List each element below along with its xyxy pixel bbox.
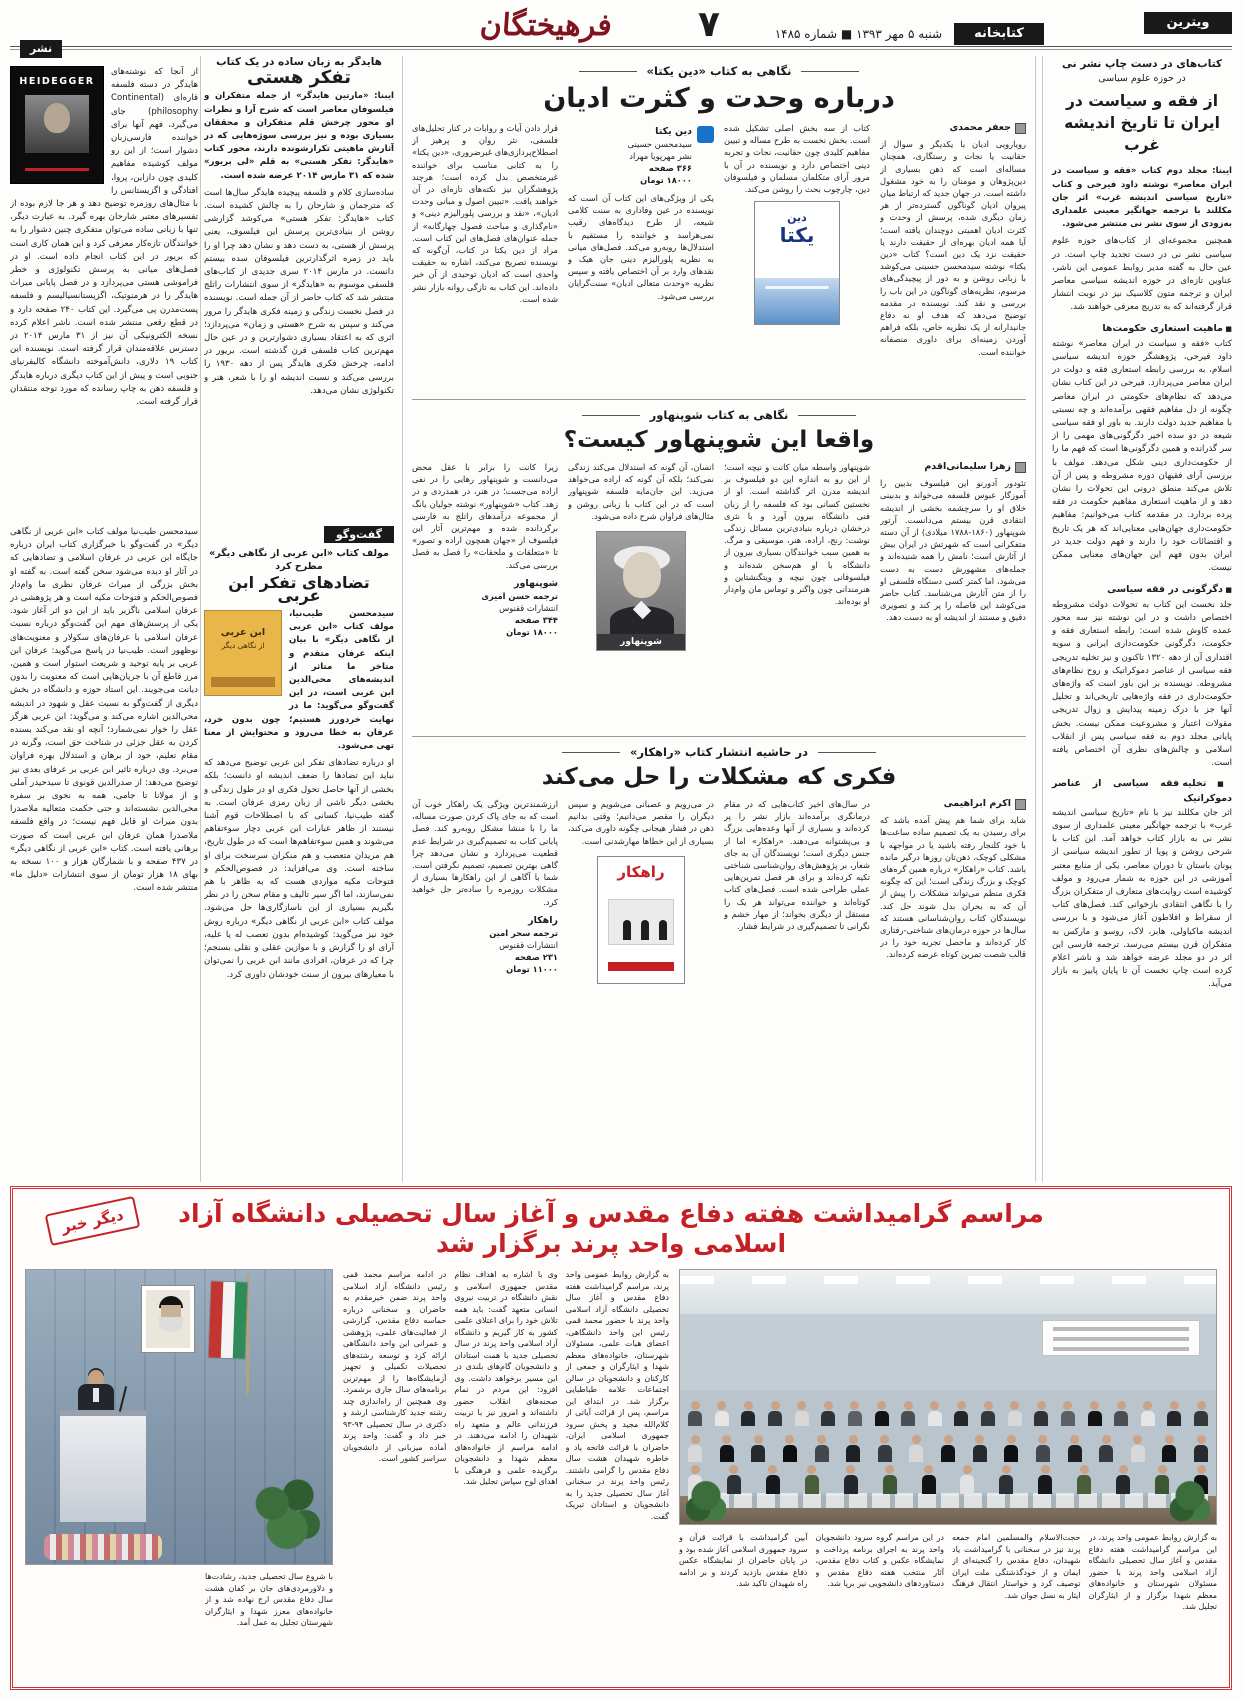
nashr-kicker: هایدگر به زبان ساده در یک کتاب xyxy=(216,56,382,68)
newspaper-logo: فرهیختگان xyxy=(478,8,614,43)
body-text: زیرا کانت را برابر با عقل محض می‌دانست و شوپنهاور رهایی را در نفی اراده می‌جست؛ در هنر، در همدردی و در زهد. کتاب «شوپنهاور» نوشته جولیان یانگ از مجموعه درآمدهای راتلج به فارسی برگردانده شده و مهم‌ترین آثار این فیلسوف از «جهان همچون اراده و تصور» تا «متعلقات و ملحقات» را فصل به فصل بررسی می‌کند. xyxy=(412,462,558,570)
cover-figure xyxy=(659,920,667,940)
portrait-face xyxy=(623,552,661,598)
body-text: شاید برای شما هم پیش آمده باشد که برای رسیدن به یک تصمیم ساده ساعت‌ها با خود کلنجار رفته باشید یا در مواجهه با مشکلی کوچک، ذهن‌تان روزها درگیر مانده باشد. کتاب «راهکار» درباره همین گره‌های کوچک و بزرگ زندگی است؛ این که چگونه فکری منظم می‌تواند مشکلات را پیش از آن که به بحران بدل شوند حل کند. نویسندگان کتاب روان‌شناسانی هستند که سال‌ها در حوزه درمان‌های شناختی-رفتاری کار کرده‌اند و ماحصل تجربه خود را در قالب شصت تمرین کوتاه عرضه کرده‌اند. xyxy=(880,815,1026,960)
book-info xyxy=(412,915,558,975)
body-text: او درباره تضادهای تفکر ابن عربی توضیح می‌دهد که نباید این تضادها را ضعف اندیشه او دانست؛ بلکه بخشی از آنها حاصل تحول فکری او در طول زندگی و بخشی دیگر ناشی از زبان رمزی عرفان است. به گفته طیب‌نیا، کسانی که با اصطلاحات قوم آشنا نیستند از ظاهر عبارات ابن عربی دچار سوءتفاهم می‌شوند و همین سوءتفاهم‌ها است که در طول تاریخ، هم مریدان متعصب و هم منکران سرسخت برای او ساخته است. وی می‌افزاید: در فصوص‌الحکم و فتوحات مکیه مواردی هست که به ظاهر با هم نمی‌سازند، اما اگر سیر تالیف و مقام سخن را در نظر بگیریم بسیاری از این ناسازگاری‌ها حل می‌شود. مولف کتاب «ابن عربی از نگاهی دیگر» درباره روش خود نیز می‌گوید: کوشیده‌ام بدون تعصب له یا علیه، آرای او را گزارش و با موازین عقلی و نقلی بسنجم؛ چرا که در عرفان، افرادی مانند ابن عربی را نمی‌توان با معیارهای بیرون از سنت خودشان داوری کرد. xyxy=(204,758,394,980)
publisher-logo-icon xyxy=(697,126,714,143)
section-tab-nashr: نشر xyxy=(20,40,62,58)
body-text: از آنجا که نوشته‌های هایدگر در دسته فلسفه قاره‌ای (Continental philosophy) جای می‌گیرد، فهم آنها برای خواننده فارسی‌زبان دشوار است؛ از این رو مولف کوشیده مفاهیم کلیدی چون دازاین، پروا، افتادگی و اگزیستانس را با مثال‌های روزمره توضیح دهد و هر جا لازم بوده از تفسیرهای معتبر شارحان بهره گیرد. به عبارت دیگر، تنها با زبانی ساده می‌توان متفکری چنین دشوار را به خوانندگان تازه‌کار معرفی کرد و این همان کاری است که بریور در این کتاب انجام داده است. او در فصل‌های میانی به پرسش تکنولوژی و خطر فراموشی هستی می‌پردازد و در فصل پایانی میراث هایدگر را در هرمنوتیک، اگزیستانسیالیسم و فلسفه پست‌مدرن پی می‌گیرد. این کتاب ۲۴۰ صفحه دارد و در قطع رقعی منتشر شده است. ناشر اعلام کرده نسخه الکترونیکی آن نیز از ۳۱ مارس ۲۰۱۴ در دسترس علاقه‌مندان قرار گرفته است. نویسنده این کتاب ۱۹ دلاری، دانش‌آموخته دانشگاه کالیفرنیای جنوبی است و پیش از این کتاب دیگری درباره هایدگر و فلسفه ذهن به چاپ رسانده که مورد توجه منتقدان قرار گرفته است. xyxy=(10,67,198,408)
section-tab-ketabkhane: کتابخانه xyxy=(954,23,1044,45)
news-stamp: دیگر خبر xyxy=(45,1196,141,1246)
book-pages: ۳۴۴ صفحه xyxy=(514,614,558,625)
book-info xyxy=(412,578,558,638)
body-text: به گزارش روابط عمومی واحد پرند، مراسم گرامیداشت هفته دفاع مقدس و آغاز سال تحصیلی دانشگاه آزاد اسلامی واحد پرند با حضور محمد قمی رئیس این واحد دانشگاهی، اعضای هیات علمی، مسئولان شهرستان، خانواده‌های معظم شهدا و ایثارگران و جمعی از کارکنان و دانشجویان در سالن اجتماعات علامه طباطبایی برگزار شد. در ابتدای این مراسم، پس از قرائت آیاتی از کلام‌الله مجید و پخش سرود جمهوری اسلامی ایران، حاضران با قرائت فاتحه یاد و خاطره شهیدان هشت سال دفاع مقدس را گرامی داشتند. رئیس واحد پرند در سخنانی آغاز سال تحصیلی جدید را به دانشجویان و استادان تبریک گفت. xyxy=(565,1270,669,1521)
book-cover-schopenhauer xyxy=(596,531,686,651)
banner-left-block xyxy=(25,1269,333,1691)
cover-art xyxy=(755,278,839,324)
photo-plant xyxy=(1170,1478,1210,1522)
body-text: وی با اشاره به اهداف نظام مقدس جمهوری اسلامی و نقش دانشگاه در تربیت نیروی انسانی متعهد گفت: باید همه تلاش خود را برای اعتلای علمی کشور به کار گیریم و دانشگاه آزاد اسلامی واحد پرند در سال تحصیلی جدید با همت استادان و دانشجویان گام‌های بلندی در این مسیر برخواهد داشت. وی افزود: این مردم در تمام صحنه‌های انقلاب حضور داشته‌اند و امروز نیز با تربیت فرزندانی عالم و متعهد راه شهیدان را ادامه می‌دهند. در ادامه مراسم از خانواده‌های معظم شهدا و دانشجویان برگزیده علمی و فرهنگی با اهدای لوح سپاس تجلیل شد. xyxy=(454,1270,558,1486)
vitrine-kicker: کتاب‌های در دست چاپ نشر نی xyxy=(1061,58,1223,70)
body-text: یکی از ویژگی‌های این کتاب آن است که نویسنده در عین وفاداری به سنت کلامی شیعه، از طرح دیدگاه‌های رقیب نمی‌هراسد و خواننده را مستقیم با استدلال‌ها روبه‌رو می‌کند. فصل‌های میانی به نظریه پلورالیزم دینی جان هیک و نقدهای وارد بر آن اختصاص یافته و سپس نظریه «وحدت متعالی ادیان» سنت‌گرایان بررسی می‌شود. xyxy=(568,193,714,301)
cover-title: راهکار xyxy=(617,862,665,881)
cover-art xyxy=(211,677,275,687)
body-text: ساده‌سازی کلام و فلسفه پیچیده هایدگر سال‌ها است که مترجمان و شارحان را به چالش کشیده است. کتاب «هایدگر: تفکر هستی» می‌کوشد گزارشی روشن از بنیادی‌ترین پرسش این فیلسوف، یعنی پرسش از هستی، به دست دهد و نشان دهد چرا او را باید در زمره اثرگذارترین فیلسوفان سده بیستم دانست. در مارس ۲۰۱۴ سری جدیدی از کتاب‌های فلسفی موسوم به «هایدگر» از سوی انتشارات راتلج منتشر شد که کتاب حاضر از آن جمله است. نویسنده در فصل نخست زندگی و زمینه فکری هایدگر را مرور می‌کند و سپس به شرح «هستی و زمان» می‌پردازد؛ اثری که به اعتقاد بسیاری دشوارترین و در عین حال مهم‌ترین کتاب فلسفی قرن گذشته است. بریور در ادامه، چرخش فکری هایدگر پس از دهه ۱۹۳۰ را بررسی می‌کند و نسبت اندیشه او را با شعر، هنر و تکنولوژی نشان می‌دهد. xyxy=(204,187,394,396)
article-schopenhauer xyxy=(412,399,1026,727)
khomeini-portrait xyxy=(142,1286,194,1352)
author-icon xyxy=(1015,799,1026,810)
banner-middle-columns xyxy=(343,1269,669,1691)
audience-photo xyxy=(679,1269,1217,1525)
nashr-intro: ایبنا: «مارتین هایدگر» از جمله متفکران و فیلسوفان معاصر است که شرح آرا و نظرات او محور چرخش قلم متفکران و محققان بسیاری بوده و نیز بررسی سوژه‌هایی که در آثارش ماهیتی تکرارشونده دارند، محور کتاب «هایدگر: تفکر هستی» به قلم «لی بریور» شده که ۳۱ مارس ۲۰۱۴ عرضه شده است. xyxy=(204,91,394,181)
article-headline: فکری که مشکلات را حل می‌کند xyxy=(541,764,897,790)
page-number: ۷ xyxy=(698,4,720,45)
cover-subtitle: از نگاهی دیگر xyxy=(221,641,265,651)
book-pages: ۳۶۶ صفحه xyxy=(648,163,692,173)
portrait-beard xyxy=(159,1317,183,1332)
vitrine-column xyxy=(1042,56,1232,1182)
goftogu-article-right xyxy=(204,526,394,1178)
vitrine-subhead: ■ ماهیت استعاری حکومت‌ها xyxy=(1052,322,1232,336)
article-kicker xyxy=(412,64,1026,78)
book-author: سیدمحسن حسینی xyxy=(627,139,692,149)
cover-red-line xyxy=(25,168,89,171)
book-price: ۱۸۰۰۰ تومان xyxy=(506,626,558,637)
author-icon xyxy=(1015,462,1026,473)
cover-title: HEIDEGGER xyxy=(19,76,95,87)
nashr-article-right xyxy=(204,56,394,526)
body-text: با شروع سال تحصیلی جدید، رشادت‌ها و دلاورمردی‌های جان بر کفان هشت سال دفاع مقدس ارج نهاده شد و از خانواده‌های معزز شهدا و ایثارگران شهرستان تجلیل به عمل آمد. xyxy=(205,1572,333,1627)
cover-portrait xyxy=(25,95,89,153)
article-rahkar xyxy=(412,736,1026,1082)
goftogu-headline: تضادهای تفکر ابن عربی xyxy=(228,572,370,605)
article-din-yekta xyxy=(412,56,1026,390)
column-rule xyxy=(200,56,201,1182)
article-kicker xyxy=(412,408,1026,422)
photo-chairs xyxy=(688,1493,1208,1508)
body-text: آیین گرامیداشت با قرائت قرآن و سرود جمهوری اسلامی آغاز شده بود و در پایان حاضران از نمایشگاه عکس دفاع مقدس بازدید کردند و بر ادامه راه شهیدان تاکید شد. xyxy=(679,1533,808,1588)
cover-title: شوپنهاور xyxy=(597,634,685,650)
ceremony-report-banner xyxy=(10,1186,1232,1690)
body-text: انسان، آن گونه که استدلال می‌کند زندگی نمی‌کند؛ بلکه آن گونه که اراده می‌خواهد می‌زید. این جان‌مایه فلسفه شوپنهاور است که در این کتاب با زبانی روشن و مثال‌های فراوان شرح داده می‌شود. xyxy=(568,462,714,521)
cover-figure xyxy=(641,920,649,940)
body-text: در این مراسم گروه سرود دانشجویان واحد پرند به اجرای برنامه پرداخت و نمایشگاه عکس و کتاب دفاع مقدس، آثار منتخب هفته دفاع مقدس و دستاوردهای دانشجویی نیز برپا شد. xyxy=(815,1533,944,1588)
article-kicker-text: در حاشیه انتشار کتاب «راهکار» xyxy=(630,745,808,759)
dateline: شنبه ۵ مهر ۱۳۹۳ ■ شماره ۱۴۸۵ xyxy=(774,27,942,41)
cover-title-small: دین xyxy=(787,211,807,225)
byline-name: اکرم ابراهیمی xyxy=(943,798,1011,809)
book-cover-din-yekta xyxy=(754,201,840,325)
book-price: ۱۸۰۰۰ تومان xyxy=(640,175,692,185)
vitrine-paragraph: جلد نخست این کتاب به تحولات دولت مشروطه اختصاص داشت و در این نوشته نیز سه محور عمده کاوش شده است: رابطه استعاری فقه و حکومت، دگرگونی حکومت‌داری ایرانی و سویه اقتداری آن از دهه ۱۳۲۰ تاکنون و نیز تخلیه تدریجی فقه سیاسی از عناصر دموکراتیک و روح نظام‌های مشروطه. نویسنده بر این باور است که واژه‌های حکومت‌داری در فقه واژه‌هایی تاریخی‌اند و تحلیل آنها جز با درک زمینه پیدایش و زوال تدریجی مقولات اعتبار و مشروعیت ممکن نیست. بخش پایانی مجلد دوم به فقه سیاسی پس از انقلاب اسلامی و چالش‌های نظری آن اختصاص یافته است. xyxy=(1052,599,1232,769)
left-area-outer-column xyxy=(10,56,198,1178)
vitrine-intro: ایبنا: مجلد دوم کتاب «فقه و سیاست در ایران معاصر» نوشته داود فیرحی و کتاب «تاریخ سیاسی اندیشه غرب» اثر جان مکللند با ترجمه جهانگیر معینی علمداری به‌زودی از سوی نشر نی منتشر می‌شود. xyxy=(1052,166,1232,230)
body-text: ارزشمندترین ویژگی یک راهکار خوب آن است که به جای پاک کردن صورت مساله، ما را با منشا مشکل روبه‌رو کند. فصل پایانی کتاب به تصمیم‌گیری در شرایط عدم قطعیت می‌پردازد و نشان می‌دهد چرا گاهی بهترین تصمیم، تصمیم نگرفتن است. شما با آگاهی از این راهکارها بسیاری از مشکلات روزمره را ساده‌تر حل خواهید کرد. xyxy=(412,799,558,907)
book-title: راهکار xyxy=(528,914,558,926)
byline xyxy=(880,461,1026,473)
goftogu-label: گفت‌وگو xyxy=(324,526,394,543)
body-text: کتاب از سه بخش اصلی تشکیل شده است. بخش نخست به طرح مساله و تبیین مفاهیم کلیدی چون حقانیت، نجات و تجربه دینی اختصاص دارد و نویسنده در آن با مرور آرای متکلمان مسلمان و فیلسوفان دین، چارچوب بحث را روشن می‌کند. xyxy=(724,123,870,195)
cover-figure xyxy=(623,920,631,940)
photo-flowers xyxy=(44,1534,162,1560)
masthead-rule xyxy=(10,46,1232,50)
book-pages: ۲۳۱ صفحه xyxy=(514,951,558,962)
goftogu-kicker: مولف کتاب «ابن عربی از نگاهی دیگر» مطرح کرد xyxy=(209,548,389,573)
photo-wall-banner xyxy=(1042,1320,1200,1356)
cover-art xyxy=(608,899,674,945)
photo-lights xyxy=(680,1276,1216,1284)
body-text: به گزارش روابط عمومی واحد پرند، در این مراسم گرامیداشت هفته دفاع مقدس و آغاز سال تحصیلی دانشگاه آزاد اسلامی واحد پرند با حضور مسئولان شهرستان و خانواده‌های معظم شهدا برگزار و از ایثارگران تجلیل شد. xyxy=(1088,1533,1217,1611)
banner-right-block xyxy=(679,1269,1217,1691)
cover-red-bar xyxy=(608,962,674,971)
body-text: حجت‌الاسلام والمسلمین امام جمعه پرند نیز در سخنانی با گرامیداشت یاد شهیدان، دفاع مقدس را گنجینه‌ای از ایمان و از خودگذشتگی ملت ایران توصیف کرد و خواستار انتقال فرهنگ ایثار به نسل جوان شد. xyxy=(952,1533,1081,1600)
book-publisher: انتشارات ققنوس xyxy=(499,602,558,613)
book-cover-rahkar xyxy=(597,856,685,984)
speaker-photo xyxy=(25,1269,333,1565)
body-text: شوپنهاور واسطه میان کانت و نیچه است؛ از این رو به اندازه این دو فیلسوف بر اندیشه مدرن اثر گذاشته است. او از نخستین کسانی بود که فلسفه را از زبان فنی دانشگاه بیرون آورد و با نثری درخشان درباره بنیادی‌ترین مسائل زندگی نوشت: رنج، اراده، هنر، موسیقی و مرگ. به همین سبب خوانندگان بسیاری بیرون از دانشگاه با او هم‌سخن شده‌اند و فیلسوفانی چون نیچه و ویتگنشتاین و هنرمندانی چون واگنر و توماس مان وام‌دار او بوده‌اند. xyxy=(724,462,870,607)
body-text: در می‌رویم و عصبانی می‌شویم و سپس دیگران را مقصر می‌دانیم؛ وقتی بدانیم ذهن در فشار هیجانی چگونه داوری می‌کند، بسیاری از این خطاها مهارشدنی است. xyxy=(568,799,714,846)
vitrine-subkicker: در حوزه علوم سیاسی xyxy=(1098,73,1186,85)
photo-plant xyxy=(686,1478,726,1522)
byline xyxy=(880,122,1026,134)
book-cover-heidegger xyxy=(10,66,104,184)
podium xyxy=(60,1410,146,1522)
article-kicker-text: نگاهی به کتاب شوپنهاور xyxy=(649,408,789,422)
goftogu-intro: سیدمحسن طیب‌نیا، مولف کتاب «ابن عربی از نگاهی دیگر» با بیان اینکه عرفان متقدم و متاخر ما متاثر از اندیشه‌های محی‌الدین ابن عربی است، در این گفت‌وگو می‌گوید: ما در نهایت خردورز هستیم؛ چون بدون خرد، عرفان به خطا می‌رود و محتوایش از معنا تهی می‌شود. xyxy=(204,609,394,752)
book-title: شوپنهاور xyxy=(514,577,558,589)
book-translator: ترجمه سحر امین xyxy=(489,927,558,938)
article-headline: درباره وحدت و کثرت ادیان xyxy=(543,83,895,114)
body-text: در سال‌های اخیر کتاب‌هایی که در مقام درمانگری برآمده‌اند بازار نشر را پر کرده‌اند و بسیاری از آنها وعده‌هایی بزرگ و بی‌پشتوانه می‌دهند. «راهکار» اما از جنس دیگری است؛ نویسندگان آن به جای شعار، بر پژوهش‌های روان‌شناسی شناختی تکیه کرده‌اند و برای هر فصل تمرین‌هایی عملی طراحی شده است. فصل‌های کتاب کوتاه‌اند و خواننده می‌تواند هر یک را مستقل از دیگری بخواند؛ از مهار خشم و نگرانی تا تصمیم‌گیری در شرایط فشار. xyxy=(724,799,870,932)
nashr-article-left xyxy=(10,56,198,526)
speaker-shirt xyxy=(93,1388,99,1402)
book-publisher: نشر مهرپویا مهراد xyxy=(629,151,692,161)
main-articles xyxy=(402,56,1036,1182)
body-text: در ادامه مراسم محمد قمی رئیس دانشگاه آزاد اسلامی واحد پرند ضمن خیرمقدم به حاضران و سخنانی درباره حماسه دفاع مقدس، گزارشی از فعالیت‌های علمی، پژوهشی و عمرانی این واحد دانشگاهی ارائه کرد و توسعه رشته‌های تحصیلات تکمیلی و تجهیز آزمایشگاه‌ها را از مهم‌ترین برنامه‌های سال جاری برشمرد. وی همچنین از راه‌اندازی چند رشته جدید کارشناسی ارشد و دکتری در سال تحصیلی ۹۴-۹۳ خبر داد و گفت: واحد پرند آماده میزبانی از دانشجویان سراسر کشور است. xyxy=(343,1270,447,1463)
byline-name: زهرا سلیمانی‌اقدم xyxy=(924,461,1011,472)
book-title: دین یکتا xyxy=(655,126,692,137)
section-tab-vitrine: ویترین xyxy=(1144,12,1232,34)
byline-name: جعفر محمدی xyxy=(949,122,1011,133)
book-info xyxy=(568,126,714,186)
book-cover-ibn-arabi xyxy=(204,610,282,696)
article-kicker xyxy=(412,745,1026,759)
photo-plant xyxy=(250,1474,324,1558)
body-text: سیدمحسن طیب‌نیا مولف کتاب «ابن عربی از نگاهی دیگر» در گفت‌وگو با خبرگزاری کتاب ایران درباره جایگاه ابن عربی در عرفان اسلامی و تضادهایی که در آثار او دیده می‌شود سخن گفته است. به گفته او بخش بزرگی از میراث عرفان نظری ما وام‌دار فصوص‌الحکم و فتوحات مکیه است و هر پژوهشی در عرفان اسلامی ناگزیر باید از این دو اثر آغاز شود. یکی از پرسش‌های مهم این گفت‌وگو درباره نسبت عرفان اسلامی با عرفان‌های سکولار و معنویت‌های نوظهور است. طیب‌نیا در پاسخ می‌گوید: عرفان ابن عربی بر پایه توحید و شریعت استوار است و همین، مرز قاطع آن با جریان‌هایی است که معنویت را بدون دیانت می‌جویند. این استاد حوزه و دانشگاه در بخش دیگری از گفت‌وگو به نسبت عقل و شهود در اندیشه محی‌الدین اشاره می‌کند و می‌گوید: ابن عربی هرگز عقل را خوار نمی‌شمارد؛ آنچه او نقد می‌کند بسنده کردن به عقل جزئی در شناخت حق است، وگرنه در مقام تعلیم، خود از برهان و استدلال بهره فراوان می‌برد. وی درباره تاثیر ابن عربی بر عرفای بعدی نیز توضیح می‌دهد: از صدرالدین قونوی تا سیدحیدر آملی و از مولانا تا جامی، همه به نحوی بر سفره محی‌الدین نشسته‌اند و حتی حکمت متعالیه ملاصدرا بدون میراث او قابل فهم نیست؛ در واقع فلسفه ملاصدرا همان عرفان ابن عربی است که صورت برهانی یافته است. کتاب «ابن عربی از نگاهی دیگر» در ۴۳۷ صفحه و با شمارگان هزار و ۱۰۰ نسخه به بهای ۱۸ هزار تومان از سوی انتشارات «دلیل ما» منتشر شده است. xyxy=(10,527,198,894)
body-text: تئودور آدورنو این فیلسوف بدبین را آموزگار عبوس فلسفه می‌خواند و بدبینی خلاق او را سرچشمه بخشی از اندیشه انتقادی قرن بیستم می‌دانست. آرتور شوپنهاور (۱۸۶۰-۱۷۸۸ میلادی) از آن دسته متفکرانی است که شهرتش در ایران بیش از آثارش است؛ نامش را همه شنیده‌اند و جمله‌های مشهورش دست به دست می‌شود، اما کمتر کسی دستگاه فلسفی او را از متن آثارش می‌شناسد. کتاب حاضر می‌کوشد این فاصله را پر کند و تصویری دقیق و مستند از اندیشه او به دست دهد. xyxy=(880,478,1026,623)
vitrine-paragraph: همچنین مجموعه‌ای از کتاب‌های حوزه علوم سیاسی نشر نی در دست تجدید چاپ است. در عین حال به گفته مدیر روابط عمومی این ناشر، عناوین تازه‌ای در حوزه اندیشه سیاسی معاصر ایران و ترجمه متون کلاسیک نیز در نوبت انتشار قرار گرفته‌اند که به تدریج معرفی خواهند شد. xyxy=(1052,236,1232,313)
left-area-inner-column xyxy=(204,56,394,1178)
goftogu-article-left xyxy=(10,526,198,1178)
vitrine-subhead: ■ دگرگونی در فقه سیاسی xyxy=(1052,583,1232,597)
cover-title: ابن عربی xyxy=(220,627,266,639)
banner-under-photo-text xyxy=(679,1532,1217,1691)
vitrine-paragraph: اثر جان مکللند نیز با نام «تاریخ سیاسی اندیشه غرب» با ترجمه جهانگیر معینی علمداری از سوی نشر نی به بازار کتاب خواهد آمد. این کتاب با شرحی روشن و پویا از تطور اندیشه سیاسی از یونان باستان تا دوران معاصر، یکی از منابع معتبر آموزشی در این حوزه به شمار می‌رود و مولف کوشیده است روایت‌های متعارف از متفکران بزرگ را با نگاهی انتقادی بازخوانی کند. فصل‌های کتاب از سقراط و افلاطون آغاز می‌شود و با بررسی اندیشه ماکیاولی، هابز، لاک، روسو و مارکس به متفکران قرن بیستم می‌رسد. ترجمه فارسی این اثر در دو مجلد عرضه خواهد شد و ناشر اعلام کرده است چاپ نخست آن تا پایان پاییز به بازار می‌آید. xyxy=(1052,807,1232,990)
book-publisher: انتشارات ققنوس xyxy=(499,939,558,950)
vitrine-subhead: ■ تخلیه فقه سیاسی از عناصر دموکراتیک xyxy=(1052,777,1232,804)
body-text: رویارویی ادیان با یکدیگر و سوال از حقانیت یا نجات و رستگاری، همچنان مساله‌ای است که ذهن بسیاری از دین‌پژوهان و مومنان را به خود مشغول داشته است. در جهان جدید که ارتباط میان پیروان ادیان گوناگون گسترده‌تر از هر زمان دیگری شده، پرسش از وحدت و کثرت ادیان اهمیتی دوچندان یافته است؛ آیا همه ادیان بهره‌ای از حقیقت دارند یا حقیقت نزد یک دین است؟ کتاب «دین یکتا» نوشته سیدمحسن حسینی می‌کوشد با زبانی روشن و به دور از پیچیدگی‌های مرسوم، نظریه‌های گوناگون در این باب را بررسی و نقد کند. نویسنده در مقدمه توضیح می‌دهد که هدف او نه دفاع جانبدارانه از یک نظریه خاص، بلکه فراهم آوردن زمینه‌ای برای داوری منصفانه خواننده است. xyxy=(880,139,1026,357)
byline xyxy=(880,798,1026,810)
article-kicker-text: نگاهی به کتاب «دین یکتا» xyxy=(646,64,792,78)
vitrine-headline: از فقه و سیاست در ایران تا تاریخ اندیشه غرب xyxy=(1064,92,1220,155)
book-translator: ترجمه حسن امیری xyxy=(481,590,558,601)
banner-headline: مراسم گرامیداشت هفته دفاع مقدس و آغاز سال تحصیلی دانشگاه آزاد اسلامی واحد پرند برگزار شد xyxy=(178,1199,1044,1258)
article-headline: واقعا این شوپنهاور کیست؟ xyxy=(563,427,875,453)
book-price: ۱۱۰۰۰ تومان xyxy=(506,963,558,974)
author-icon xyxy=(1015,123,1026,134)
vitrine-paragraph: کتاب «فقه و سیاست در ایران معاصر» نوشته داود فیرحی، پژوهشگر حوزه اندیشه سیاسی اسلام، به بررسی رابطه استعاری فقه و دولت در ایران معاصر می‌پردازد. فیرحی در این کتاب نشان می‌دهد که نظام‌های حکومتی در ایران معاصر چگونه از دل مفاهیم فقهی برآمده‌اند و چه نسبتی با مفاهیم جدید دولت دارند. به باور او فقه سیاسی شیعه در دو سده اخیر دگرگونی‌های مهمی را از سر گذرانده و همین دگرگونی‌ها است که فهم ما را از حکومت‌داری دینی شکل می‌دهد. مولف با بررسی آرای فقیهان دوره مشروطه و پس از آن تلاش می‌کند منطق درونی این تحولات را نشان دهد و از ماهیت استعاری مفاهیم حکومت در فقه پرده بردارد. در مقدمه کتاب می‌خوانیم: مفاهیم حکومت‌داری جهان‌هایی معنایی‌اند که هر یک تاریخ و اقتضائات خود را دارند و فهم دولت جدید در ایران بدون فهم این جهان‌های معنایی ممکن نیست. xyxy=(1052,338,1232,574)
cover-title-large: یکتا xyxy=(779,223,815,248)
body-text: قرار دادن آیات و روایات در کنار تحلیل‌های فلسفی، نثر روان و پرهیز از اصطلاح‌پردازی‌های غیرضروری، «دین یکتا» را به کتابی مناسب برای خواننده غیرمتخصص بدل کرده است؛ هرچند پژوهشگران نیز نکته‌های تازه‌ای در آن خواهند یافت. «تبیین اصول و مبانی وحدت ادیان»، «نقد و بررسی پلورالیزم دینی» و «نام‌گذاری و مباحث فصول چهارگانه» از جمله عنوان‌های فصل‌های این کتاب است. مراد از دین یکتا در کتاب، آن‌گونه که نویسنده تصریح می‌کند، اشاره به حقیقت واحدی است که ادیان توحیدی از آن خبر داده‌اند. این کتاب به تازگی روانه بازار نشر شده است. xyxy=(412,123,558,304)
iran-flag xyxy=(209,1281,248,1358)
nashr-headline: تفکر هستی xyxy=(246,67,351,89)
